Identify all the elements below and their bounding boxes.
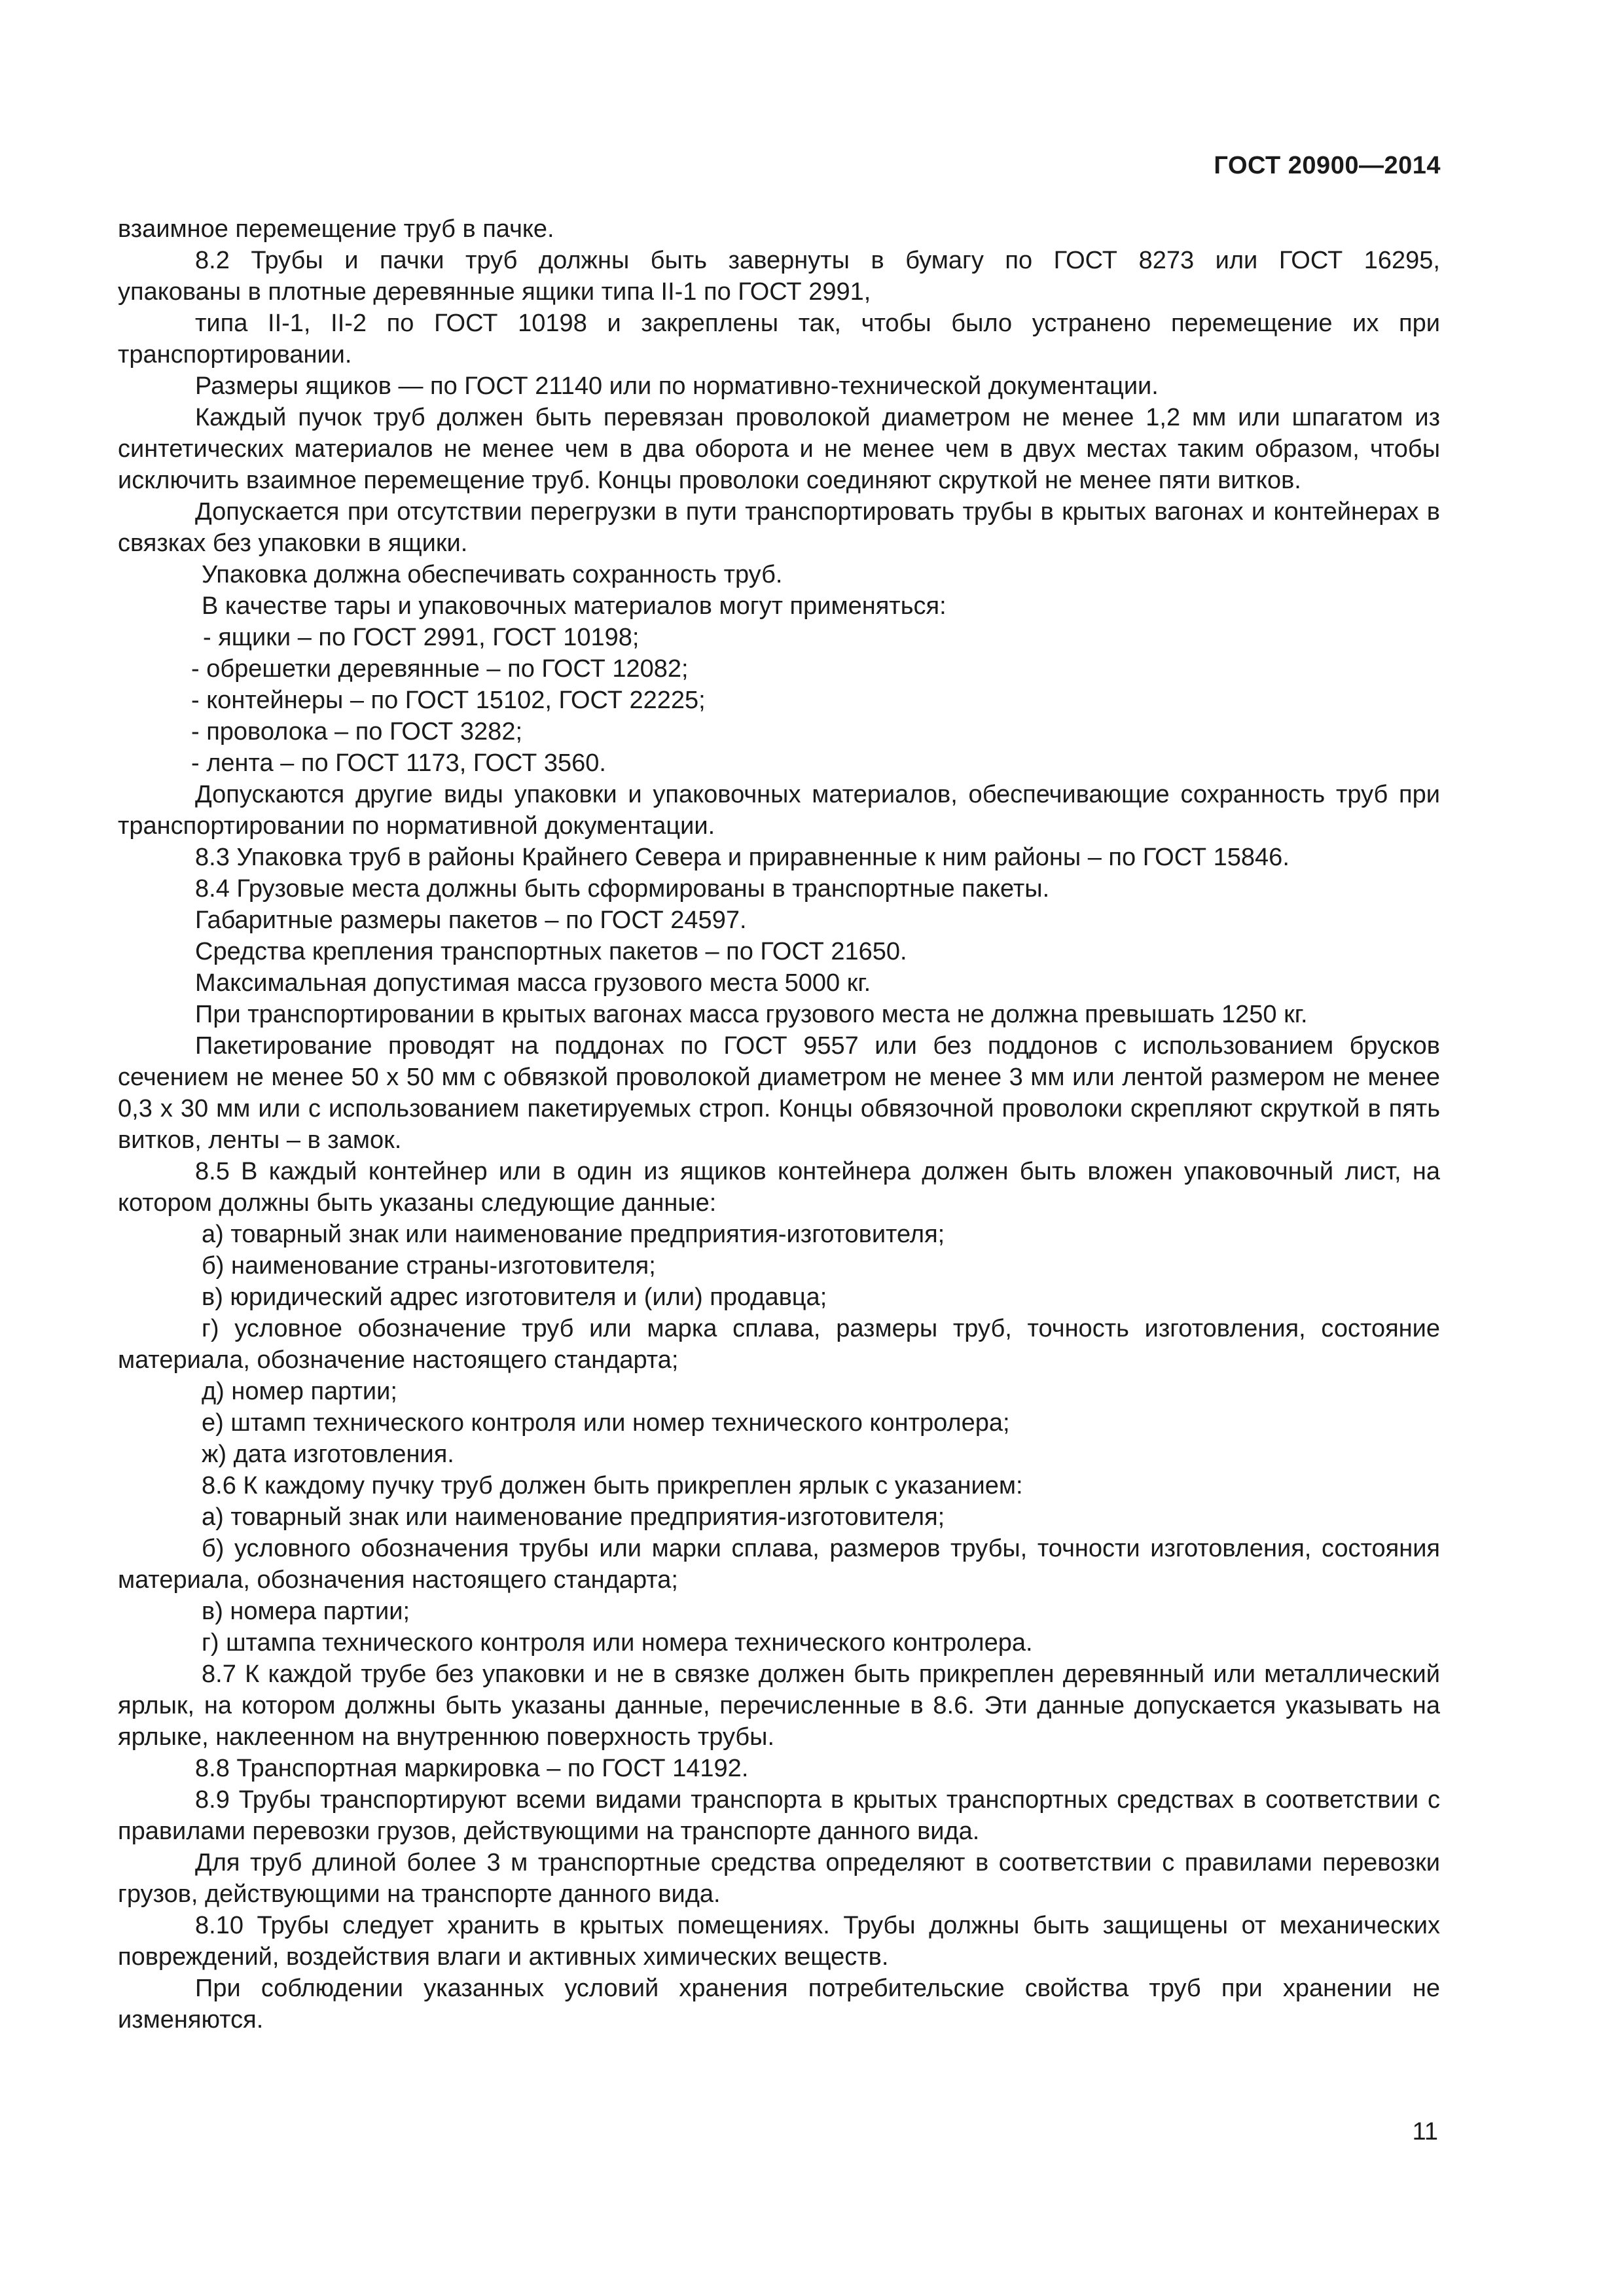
list-item: а) товарный знак или наименование предприятия-изготовителя; (202, 1503, 945, 1531)
paragraph: упакованы в плотные деревянные ящики типа II-1 по ГОСТ 2991, (118, 278, 871, 306)
paragraph: 8.6 К каждому пучку труб должен быть прикреплен ярлык с указанием: (202, 1472, 1023, 1499)
list-item: ж) дата изготовления. (202, 1441, 454, 1468)
paragraph: 8.10 Трубы следует хранить в крытых помещениях. Трубы должны быть защищены от механических повреждений, воздействия влаги и активных химических веществ. (118, 1912, 1440, 1971)
document-body (118, 213, 1440, 2036)
paragraph: 8.4 Грузовые места должны быть сформированы в транспортные пакеты. (195, 875, 1050, 903)
list-item: - проволока – по ГОСТ 3282; (191, 718, 523, 745)
paragraph: Максимальная допустимая масса грузового места 5000 кг. (195, 969, 871, 997)
list-item: б) наименование страны-изготовителя; (202, 1252, 656, 1280)
paragraph: При транспортировании в крытых вагонах масса грузового места не должна превышать 1250 кг. (195, 1001, 1308, 1028)
paragraph: Пакетирование проводят на поддонах по ГОСТ 9557 или без поддонов с использованием брусков сечением не менее 50 х 50 мм с обвязкой проволокой диаметром не менее 3 мм или лентой размером не менее 0,3 х 30 мм или с использованием пакетируемых строп. Концы обвязочной проволоки скрепляют скруткой в пять витков, ленты – в замок. (118, 1032, 1440, 1154)
paragraph: 8.7 К каждой трубе без упаковки и не в связке должен быть прикреплен деревянный или металлический ярлык, на котором должны быть указаны данные, перечисленные в 8.6. Эти данные допускается указывать на ярлыке, наклеенном на внутреннюю поверхность трубы. (118, 1660, 1440, 1751)
paragraph: 8.2 Трубы и пачки труб должны быть завернуты в бумагу по ГОСТ 8273 или ГОСТ 16295, (195, 247, 1440, 274)
list-item: г) штампа технического контроля или номера технического контролера. (202, 1629, 1033, 1657)
list-item: - ящики – по ГОСТ 2991, ГОСТ 10198; (203, 624, 640, 651)
paragraph: Допускаются другие виды упаковки и упаковочных материалов, обеспечивающие сохранность труб при транспортировании по нормативной документации. (118, 781, 1440, 840)
paragraph: типа II-1, II-2 по ГОСТ 10198 и закреплены так, чтобы было устранено перемещение их при транспортировании. (118, 310, 1440, 368)
paragraph: 8.8 Транспортная маркировка – по ГОСТ 14192. (195, 1755, 749, 1782)
list-item: в) номера партии; (202, 1598, 410, 1625)
list-item: г) условное обозначение труб или марка сплава, размеры труб, точность изготовления, состояние материала, обозначение настоящего стандарта; (118, 1315, 1440, 1374)
list-item: а) товарный знак или наименование предприятия-изготовителя; (202, 1221, 945, 1248)
paragraph: взаимное перемещение труб в пачке. (118, 215, 554, 243)
list-item: д) номер партии; (202, 1378, 397, 1405)
paragraph: Для труб длиной более 3 м транспортные средства определяют в соответствии с правилами перевозки грузов, действующими на транспорте данного вида. (118, 1849, 1440, 1908)
list-item: б) условного обозначения трубы или марки сплава, размеров трубы, точности изготовления, состояния материала, обозначения настоящего стандарта; (118, 1535, 1440, 1594)
paragraph: Упаковка должна обеспечивать сохранность труб. (202, 561, 783, 588)
paragraph: Допускается при отсутствии перегрузки в пути транспортировать трубы в крытых вагонах и контейнерах в связках без упаковки в ящики. (118, 498, 1440, 557)
paragraph: 8.5 В каждый контейнер или в один из ящиков контейнера должен быть вложен упаковочный лист, на котором должны быть указаны следующие данные: (118, 1158, 1440, 1217)
list-item: в) юридический адрес изготовителя и (или) продавца; (202, 1283, 827, 1311)
paragraph: Средства крепления транспортных пакетов – по ГОСТ 21650. (195, 938, 907, 965)
list-item: е) штамп технического контроля или номер технического контролера; (202, 1409, 1010, 1437)
list-item: - контейнеры – по ГОСТ 15102, ГОСТ 22225; (191, 687, 706, 714)
paragraph: Размеры ящиков — по ГОСТ 21140 или по нормативно-технической документации. (195, 372, 1159, 400)
paragraph: 8.3 Упаковка труб в районы Крайнего Севера и приравненные к ним районы – по ГОСТ 15846. (195, 844, 1290, 871)
list-item: - лента – по ГОСТ 1173, ГОСТ 3560. (191, 749, 606, 777)
paragraph: Габаритные размеры пакетов – по ГОСТ 24597. (195, 906, 747, 934)
paragraph: 8.9 Трубы транспортируют всеми видами транспорта в крытых транспортных средствах в соответствии с правилами перевозки грузов, действующими на транспорте данного вида. (118, 1786, 1440, 1845)
page-number: 11 (1412, 2118, 1438, 2145)
paragraph: Каждый пучок труб должен быть перевязан проволокой диаметром не менее 1,2 мм или шпагатом из синтетических материалов не менее чем в два оборота и не менее чем в двух местах таким образом, чтобы исключить взаимное перемещение труб. Концы проволоки соединяют скруткой не менее пяти витков. (118, 404, 1440, 494)
document-header: ГОСТ 20900—2014 (1214, 152, 1441, 179)
list-item: - обрешетки деревянные – по ГОСТ 12082; (191, 655, 689, 683)
paragraph: В качестве тары и упаковочных материалов могут применяться: (202, 592, 947, 620)
paragraph: При соблюдении указанных условий хранения потребительские свойства труб при хранении не изменяются. (118, 1975, 1440, 2034)
